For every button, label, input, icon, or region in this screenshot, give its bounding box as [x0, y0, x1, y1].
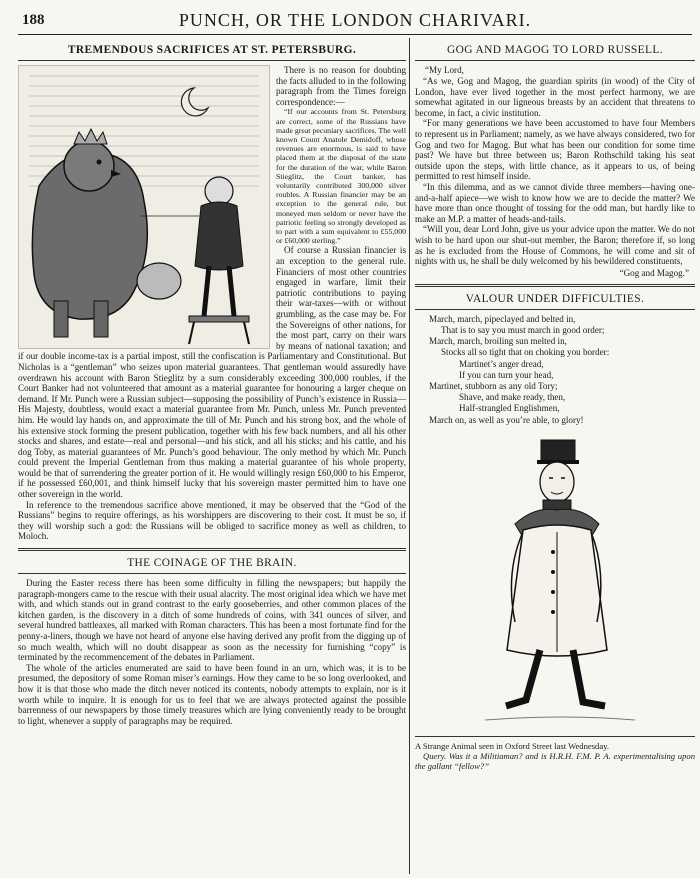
title-rule [415, 60, 695, 61]
poem-line: March, march, pipeclayed and belted in, [429, 313, 576, 324]
title-rule [415, 309, 695, 310]
right-column [415, 38, 695, 874]
title-rule [18, 60, 406, 61]
caption-rule [415, 736, 695, 737]
letter-salutation: “My Lord, [425, 65, 464, 75]
gog-magog-p2: “For many generations we have been accustomed to have four Members to represent us in Parliament; namely, as we have always considered, two for Gog and two for Magog. But what has been our condition for some time past? We have but three between us; Baron Rothschild taking his seat outside upon the steps, with little chance, as it appears to us, of being permitted to rest himself inside. [415, 118, 695, 182]
gog-magog-p1: “As we, Gog and Magog, the guardian spirits (in wood) of the City of London, have ever lived together in the most perfect harmony, we are somewhat agitated in our ligneous breasts by an accident that threatens to become, in fact, a civic institution. [415, 76, 695, 118]
sacrifices-body: Of course a Russian financier is an exception to the general rule. Financiers of most other countries engaged in warfare, limit their patriotic contributions to paying their war-taxes—with or without grumbling, as the case may be. For the Sovereigns of other nations, for the most part, carry on their wars by means of national taxation; and if our double income-tax is a partial impost, still the confiscation is Parliamentary and Constitutional. But Nicholas is a “gentleman” who seizes upon material guarantees. That gentleman would assuredly have overdrawn his account with Baron Stieglitz by a sum considerably exceeding 300,000 roubles, if the Court Banker had not volunteered that amount as a material guarantee for honouring a larger cheque on demand. If Mr. Punch were a Russian subject—supposing the possibility of Punch’s existence in Russia—His Majesty, doubtless, would exact a material guarantee from Mr. Punch, unless Mr. Punch prevented him. He would lay hands on, and approximate the till of Mr. Punch and his strong box, and the whole of his extensive stock forming the present publication, together with his few back numbers, and all his other stocks and shares, and estate—real and personal—and his stick, and all his sticks; and his cattle, and his dog Toby, as material guarantees of Mr. Punch’s good behaviour. The only method by which Mr. Punch could prevent the Imperial Gentleman from thus making a material guarantee of his whole property, would be that of surrendering the greater portion of it. He would willingly resign £60,000 to his Emperor, if he possessed £60,001, and think himself lucky that his sovereign master permitted him to have one other sovereign in the world. [18, 245, 406, 500]
running-header [18, 6, 692, 35]
poem-line: Stocks all so tight that on choking you border: [441, 347, 610, 358]
article-title-valour: VALOUR UNDER DIFFICULTIES. [465, 292, 645, 305]
times-quote-text: “If our accounts from St. Petersburg are correct, some of the Russians have made great pecuniary sacrifices. The well known Count Anatole Demidoff, whose revenues are enormous, is said to have placed them at the disposal of the state for the duration of the war, while Baron Stieglitz, the Court banker, has voluntarily contributed 300,000 silver roubles. A Russian financier may be an exception to the general rule, but moneyed men seldom or never have the patriotic feeling so strongly developed as to part with a sum equivalent to £55,000 or £60,000 sterling.” [276, 107, 406, 246]
poem-line: March on, as well as you’re able, to glory! [429, 414, 584, 425]
page-number: 188 [22, 12, 45, 28]
valour-poem [429, 314, 695, 426]
poem-line: March, march, broiling sun melted in, [429, 336, 567, 347]
caption-text: A Strange Animal seen in Oxford Street last Wednesday. [415, 740, 610, 751]
poem-line: If you can turn your head, [459, 369, 554, 380]
left-column [18, 38, 406, 874]
sacrifices-intro: There is no reason for doubting the facts alluded to in the following paragraph from the Times foreign correspondence:— [276, 65, 406, 107]
illustration-caption [415, 741, 695, 771]
militiaman-illustration [445, 432, 665, 732]
bear-and-banker-illustration [18, 65, 270, 349]
article-separator [18, 548, 406, 551]
column-divider [409, 38, 410, 874]
title-rule [18, 573, 406, 574]
coinage-p2: The whole of the articles enumerated are said to have been found in an urn, which was, it is to be presumed, the depository of some Roman miser’s earnings. How they came to be so long overlooked, and how it is that those who made the ditch never noticed its contents, nobody attempts to explain, nor is it worth while to inquire. It is enough for us to feel that we are always protected against the possible barrenness of our newspapers by those timely treasures which are lying conveniently ready to be brought to light, whenever a supply of paragraphs may be required. [18, 662, 406, 726]
poem-line: Half-strangled Englishmen, [459, 403, 560, 414]
coinage-p1: During the Easter recess there has been some difficulty in filling the newspapers; but happily the paragraph-mongers came to the rescue with their usual alacrity. The most original idea which we have met with, and which stands out in grand contrast to the early gooseberries, and other common places of the kitchen garden, is the discovery in a ditch of some hundreds of coins, with 341 ounces of silver, and several hundred battleaxes, all marked with Roman characters. This has been a most fortunate find for the penny-a-liners, though we have not heard of anyone else having derived any profit from the digging up of so much wealth, which will no doubt disappear as soon as the necessity for furnishing “copy” is terminated by the recommencement of the debates in Parliament. [18, 578, 406, 663]
gog-magog-p3: “In this dilemma, and as we cannot divide three members—having one-and-a-half apiece—we wish to know how we are to decide the matter? We have more than once thought of tossing for the odd man, but hardly like to make an M.P. a matter of heads-and-tails. [415, 181, 695, 224]
article-title-coinage: THE COINAGE OF THE BRAIN. [127, 557, 297, 570]
poem-line: Martinet’s anger dread, [459, 358, 544, 369]
letter-signature: “Gog and Magog.” [619, 267, 689, 278]
sacrifices-conclusion: In reference to the tremendous sacrifice above mentioned, it may be observed that the “God of the Russians” begins to require offerings, as his worshippers are discovering to their cost. It must be so, if they will worship such a god: the Russians will be obliged to sacrifice money as well as children, to Moloch. [18, 499, 406, 542]
article-title-sacrifices: TREMENDOUS SACRIFICES AT ST. PETERSBURG. [67, 44, 357, 56]
gog-magog-p4: “Will you, dear Lord John, give us your advice upon the matter. We do not wish to be hard upon our shut-out member, the Baron; therefore if, so long as he is excluded from the House of Commons, he will come and sit of nights with us, he shall be duly welcomed by his bewildered constituents, [415, 224, 695, 267]
poem-line: Shave, and make ready, then, [459, 392, 566, 403]
article-separator [415, 284, 695, 287]
running-title: PUNCH, OR THE LONDON CHARIVARI. [178, 10, 532, 30]
caption-query: Query. Was it a Militiaman? and is H.R.H. F.M. P. A. experimentalising upon the gallant “fellow?” [415, 750, 695, 771]
poem-line: That is to say you must march in good order; [441, 324, 605, 335]
poem-line: Martinet, stubborn as any old Tory; [429, 380, 558, 391]
article-title-gog-magog: GOG AND MAGOG TO LORD RUSSELL. [447, 44, 663, 56]
